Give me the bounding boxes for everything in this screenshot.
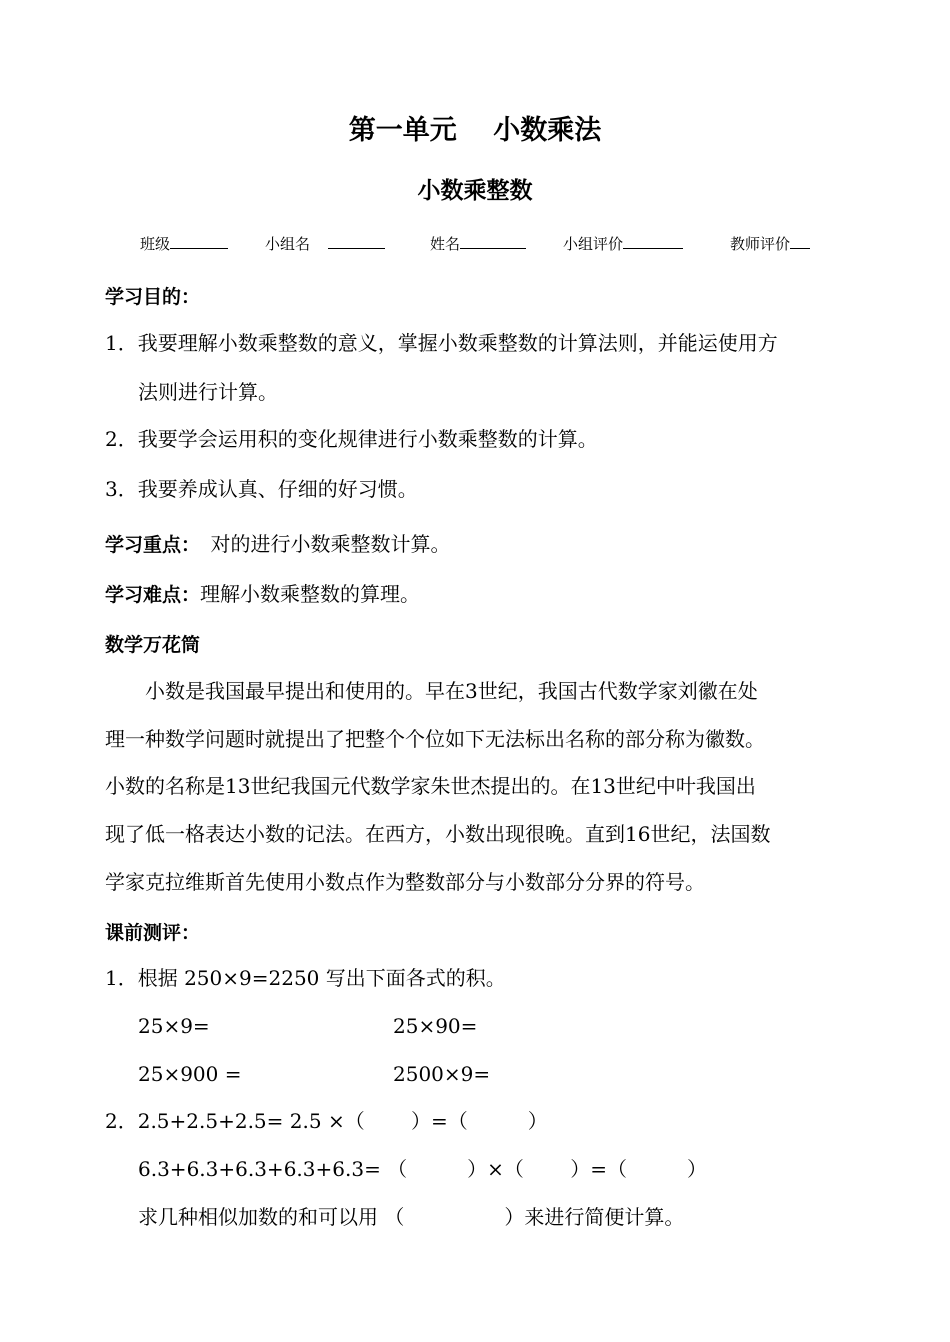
kaleidoscope-line: 现了低一格表达小数的记法。在西方，小数出现很晚。直到16世纪，法国数	[105, 822, 771, 846]
class-blank[interactable]	[170, 234, 228, 249]
group-eval-label: 小组评价	[563, 235, 624, 253]
pretest-question-2-line-3: 求几种相似加数的和可以用 （ ）来进行简便计算。	[138, 1205, 685, 1229]
teacher-eval-field	[730, 233, 810, 254]
class-label: 班级	[140, 235, 171, 253]
name-field	[430, 233, 526, 254]
class-field	[140, 233, 228, 254]
pretest-heading: 课前测评：	[105, 922, 201, 944]
pretest-question-2-line-2: 6.3+6.3+6.3+6.3+6.3= （ ）×（ ）=（ ）	[138, 1157, 708, 1181]
pretest-q1-item-d: 2500×9=	[393, 1062, 491, 1086]
difficulty-text: 理解小数乘整数的算理。	[200, 582, 421, 606]
page-subtitle: 小数乘整数	[417, 177, 533, 204]
kaleidoscope-line: 小数是我国最早提出和使用的。早在3世纪，我国古代数学家刘徽在处	[105, 679, 758, 703]
difficulty-label: 学习难点：	[105, 584, 201, 606]
name-blank[interactable]	[460, 234, 526, 249]
difficulty	[105, 580, 420, 609]
pretest-q1-item-a: 25×9=	[138, 1014, 210, 1038]
kaleidoscope-line: 小数的名称是13世纪我国元代数学家朱世杰提出的。在13世纪中叶我国出	[105, 774, 756, 798]
group-field	[265, 233, 385, 254]
key-point-label: 学习重点：	[105, 534, 191, 556]
pretest-question-2-line-1: 2．2.5+2.5+2.5= 2.5 ×（ ）=（ ）	[105, 1109, 548, 1133]
group-eval-blank[interactable]	[623, 234, 683, 249]
group-blank[interactable]	[328, 234, 385, 249]
pretest-question-1: 1．根据 250×9=2250 写出下面各式的积。	[105, 966, 506, 990]
goal-item-1-line-2: 法则进行计算。	[138, 380, 278, 404]
teacher-eval-label: 教师评价	[730, 235, 791, 253]
teacher-eval-blank[interactable]	[790, 234, 810, 249]
kaleidoscope-line: 学家克拉维斯首先使用小数点作为整数部分与小数部分分界的符号。	[105, 870, 705, 894]
goals-heading: 学习目的：	[105, 286, 201, 308]
key-point-text: 对的进行小数乘整数计算。	[190, 532, 451, 556]
goal-item-1-line-1: 1．我要理解小数乘整数的意义，掌握小数乘整数的计算法则，并能运使用方	[105, 331, 778, 355]
group-label: 小组名	[265, 235, 311, 253]
name-label: 姓名	[430, 235, 461, 253]
pretest-q1-item-c: 25×900 =	[138, 1062, 242, 1086]
key-point	[105, 530, 451, 559]
goal-item-3: 3．我要养成认真、仔细的好习惯。	[105, 477, 418, 501]
goal-item-2: 2．我要学会运用积的变化规律进行小数乘整数的计算。	[105, 427, 598, 451]
kaleidoscope-line: 理一种数学问题时就提出了把整个个位如下无法标出名称的部分称为徽数。	[105, 727, 765, 751]
kaleidoscope-heading: 数学万花筒	[105, 634, 201, 656]
page-title: 第一单元 小数乘法	[348, 115, 602, 146]
pretest-q1-item-b: 25×90=	[393, 1014, 478, 1038]
group-eval-field	[563, 233, 683, 254]
